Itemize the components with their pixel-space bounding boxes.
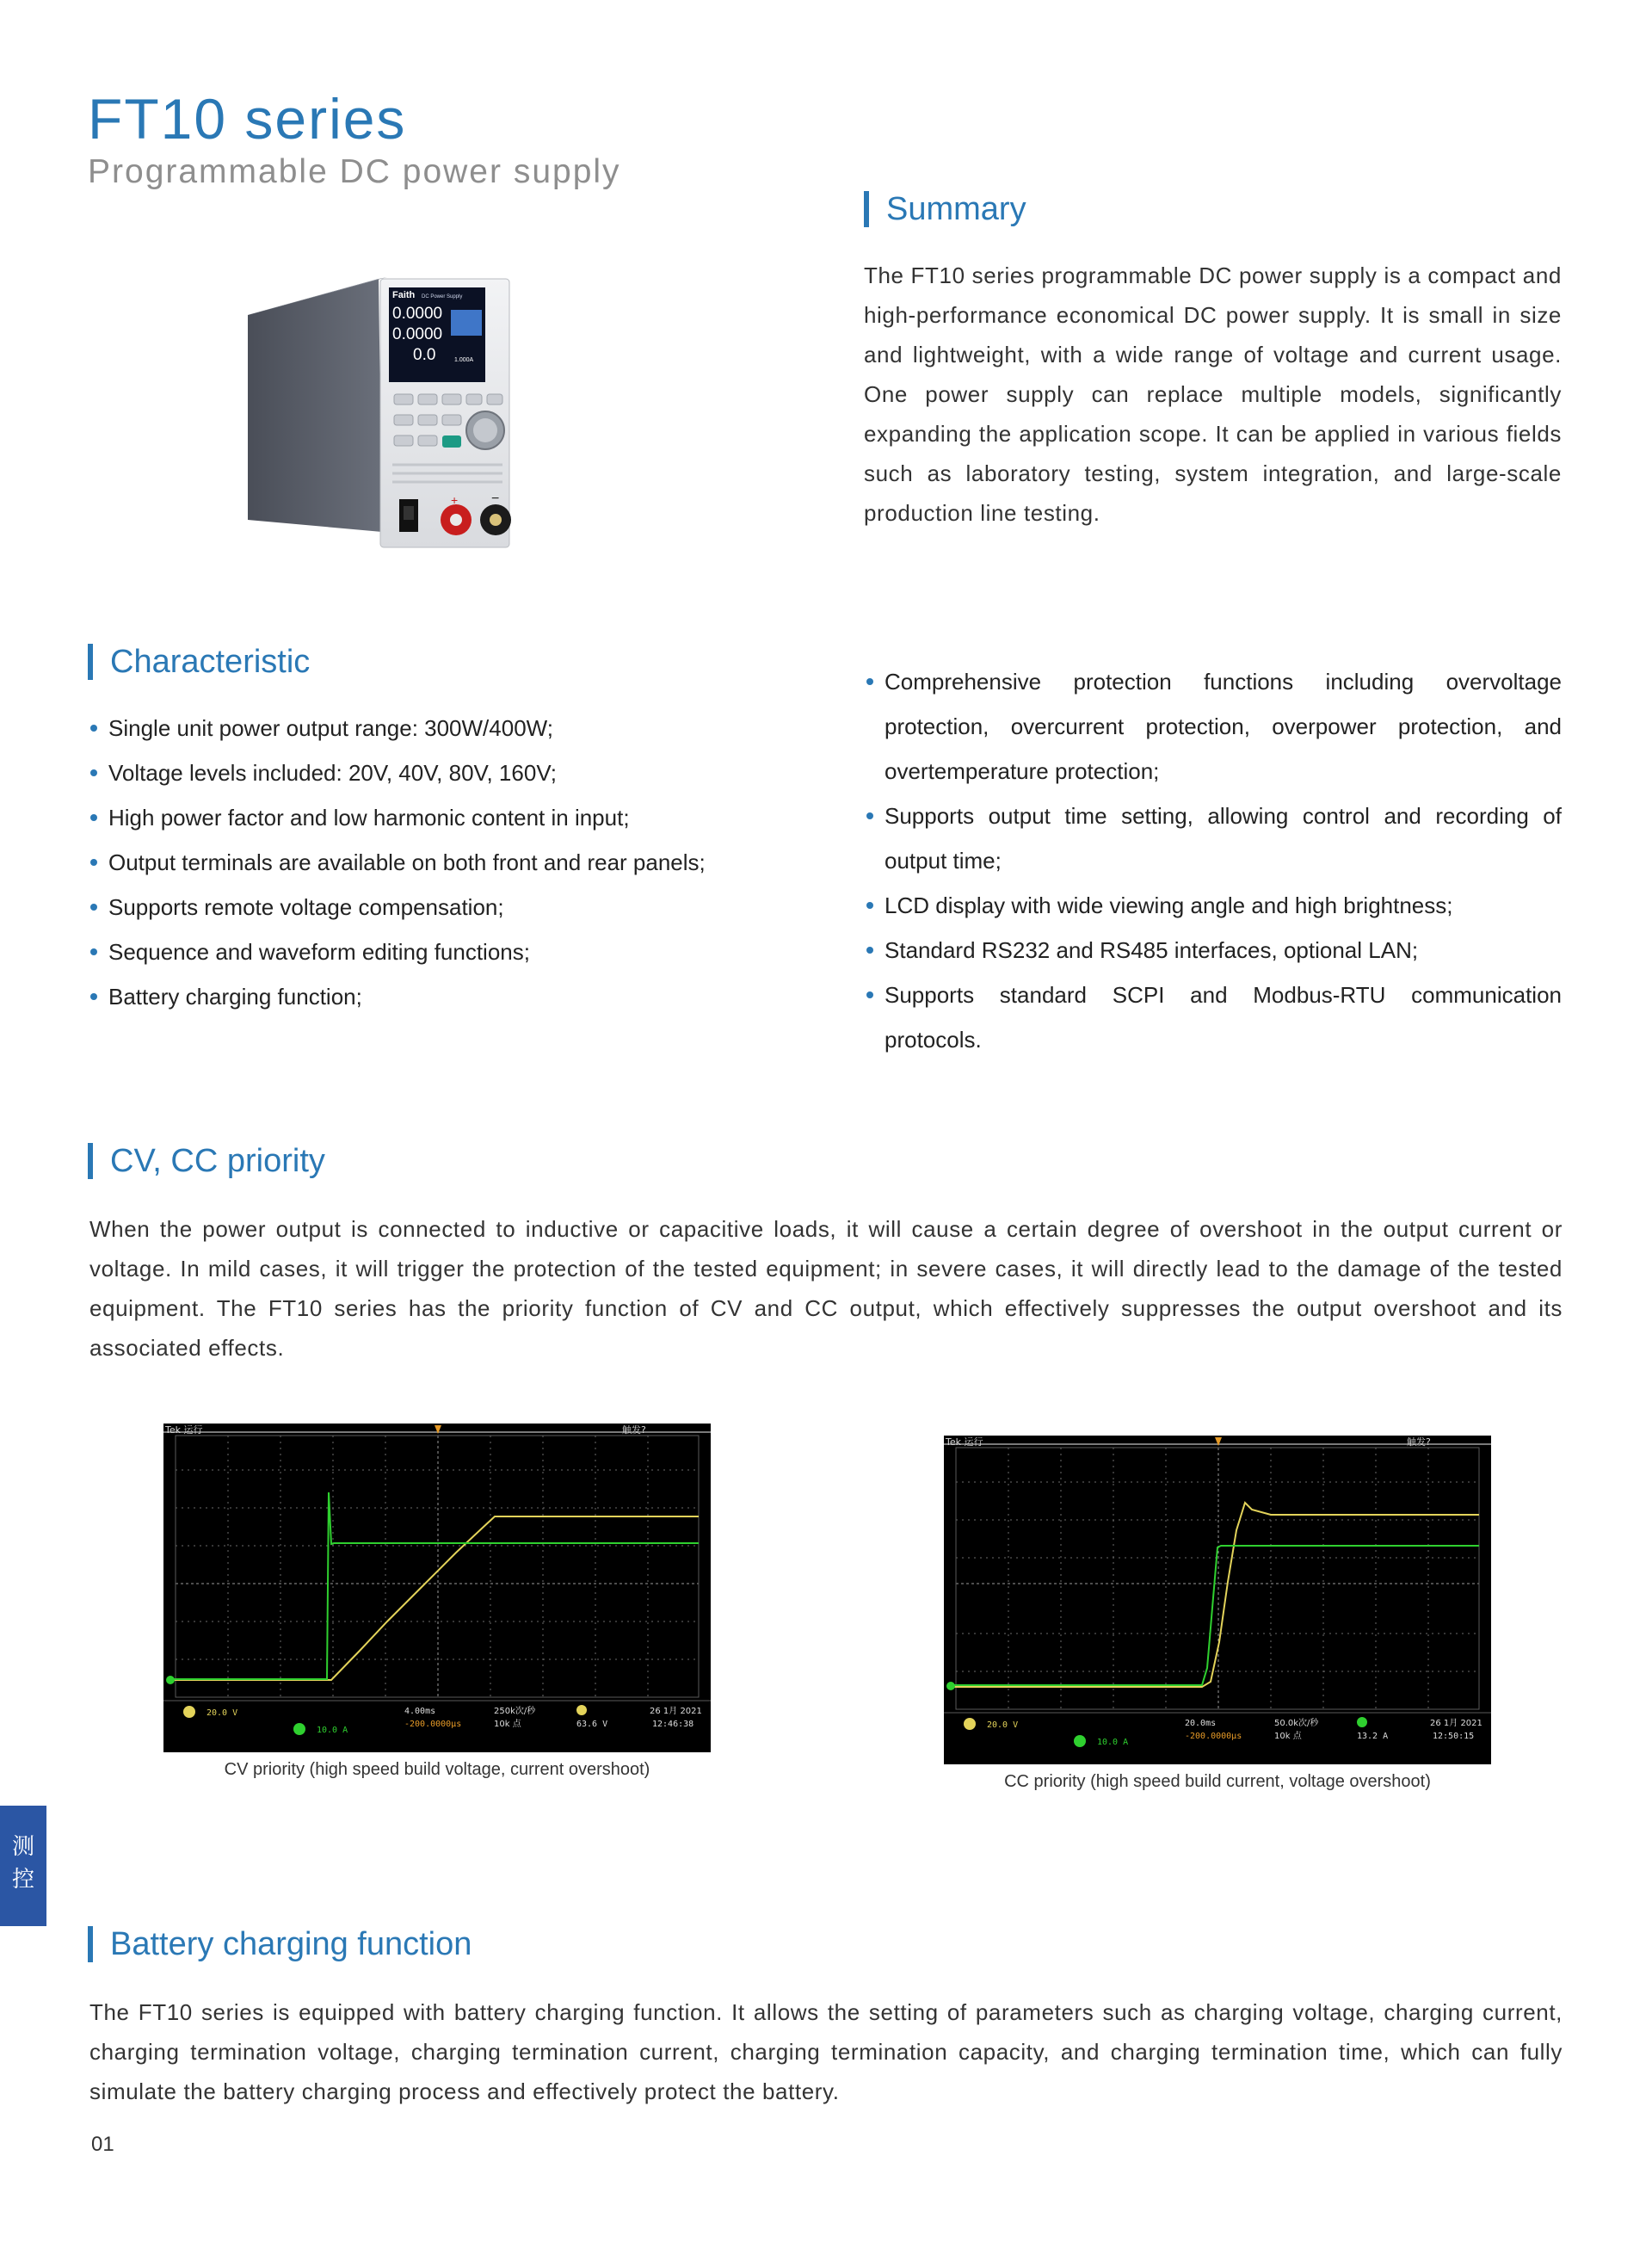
scope-date: 26 1月 2021 <box>650 1707 702 1716</box>
list-item: Supports output time setting, allowing control and recording of output time; <box>864 794 1562 883</box>
voltage-readout: 0.0000 <box>392 305 443 323</box>
list-item: Standard RS232 and RS485 interfaces, optional LAN; <box>864 928 1562 973</box>
ch4-scale: 10.0 A <box>317 1726 348 1735</box>
scope-time: 12:50:15 <box>1433 1732 1475 1741</box>
trigger-level: 63.6 V <box>576 1720 608 1729</box>
list-item: Supports standard SCPI and Modbus-RTU communication protocols. <box>864 973 1562 1062</box>
timebase: 4.00ms <box>404 1707 436 1716</box>
brand-logo: Faith <box>392 290 416 300</box>
product-image <box>241 274 533 556</box>
list-item: Voltage levels included: 20V, 40V, 80V, 160V; <box>88 750 819 795</box>
page-number: 01 <box>91 2133 114 2156</box>
battery-text: The FT10 series is equipped with battery charging function. It allows the setting of parameters such as charging voltage, charging current, charging termination voltage, charging termination current, charging termination capacity, and charging termination time, which can fully simulate the battery charging process and effectively protect the battery. <box>89 1999 1563 2104</box>
list-item: Sequence and waveform editing functions; <box>88 930 819 974</box>
scope-trigger-status: 触发? <box>622 1424 646 1436</box>
ch1-scale: 20.0 V <box>206 1708 238 1718</box>
list-item: Single unit power output range: 300W/400W; <box>88 706 819 750</box>
scope-trigger-status: 触发? <box>1407 1436 1431 1448</box>
set-value-readout: 1.000A <box>454 357 474 363</box>
priority-text: When the power output is connected to inductive or capacitive loads, it will cause a certain degree of overshoot in the output current or voltage. In mild cases, it will trigger the protection of the tested equipment; in severe cases, it will directly lead to the damage of the tested equipment. The FT10 series has the priority function of CV and CC output, which effectively suppresses the output overshoot and its associated effects. <box>89 1216 1563 1361</box>
priority-heading: CV, CC priority <box>88 1143 325 1179</box>
oscilloscope-cv-priority <box>163 1424 711 1752</box>
record-length: 10k 点 <box>494 1720 521 1729</box>
scope-label: Tek 运行 <box>165 1424 203 1436</box>
list-item: Battery charging function; <box>88 974 819 1019</box>
timebase: 20.0ms <box>1185 1719 1217 1728</box>
list-item: Comprehensive protection functions including overvoltage protection, overcurrent protection, overpower protection, and overtemperature protection; <box>864 659 1562 794</box>
side-tab-char: 测 <box>11 1833 34 1859</box>
list-item: High power factor and low harmonic content in input; <box>88 795 819 840</box>
scope-cv-caption: CV priority (high speed build voltage, current overshoot) <box>224 1760 650 1779</box>
ch4-scale: 10.0 A <box>1097 1738 1129 1747</box>
screen-label: DC Power Supply <box>422 294 463 300</box>
characteristic-heading: Characteristic <box>88 644 310 680</box>
trigger-delay: -200.0000µs <box>1185 1732 1242 1741</box>
scope-date: 26 1月 2021 <box>1430 1719 1482 1728</box>
page-subtitle: Programmable DC power supply <box>88 153 621 190</box>
svg-text:+: + <box>451 493 459 507</box>
battery-heading: Battery charging function <box>88 1926 472 1962</box>
list-item: LCD display with wide viewing angle and high brightness; <box>864 883 1562 928</box>
trigger-delay: -200.0000µs <box>404 1720 462 1729</box>
scope-label: Tek 运行 <box>946 1436 983 1448</box>
sample-rate: 250k次/秒 <box>494 1707 536 1716</box>
ch1-scale: 20.0 V <box>987 1720 1019 1730</box>
side-tab <box>0 1806 46 1926</box>
scope-cc-caption: CC priority (high speed build current, voltage overshoot) <box>1004 1772 1431 1791</box>
sample-rate: 50.0k次/秒 <box>1274 1719 1319 1728</box>
record-length: 10k 点 <box>1274 1732 1302 1741</box>
trigger-level: 13.2 A <box>1357 1732 1389 1741</box>
scope-cc-svg <box>944 1436 1491 1764</box>
summary-text: The FT10 series programmable DC power supply is a compact and high-performance economical DC power supply. It is small in size and lightweight, with a wide range of voltage and current usage. One power supply can replace multiple models, significantly expanding the application scope. It can be applied in various fields such as laboratory testing, system integration, and large-scale production line testing. <box>864 262 1562 526</box>
list-item: Supports remote voltage compensation; <box>88 885 819 930</box>
page-title: FT10 series <box>88 87 407 151</box>
characteristic-list-left <box>88 706 819 1019</box>
svg-text:−: − <box>491 491 500 506</box>
side-tab-char: 控 <box>11 1866 34 1892</box>
oscilloscope-cc-priority <box>944 1436 1491 1764</box>
power-readout: 0.0 <box>413 346 436 364</box>
characteristic-list-right <box>864 659 1562 1062</box>
power-supply-illustration <box>241 274 533 556</box>
list-item: Output terminals are available on both front and rear panels; <box>88 840 819 885</box>
scope-time: 12:46:38 <box>652 1720 694 1729</box>
scope-cv-svg <box>163 1424 711 1752</box>
current-readout: 0.0000 <box>392 325 443 343</box>
summary-heading: Summary <box>864 191 1026 227</box>
